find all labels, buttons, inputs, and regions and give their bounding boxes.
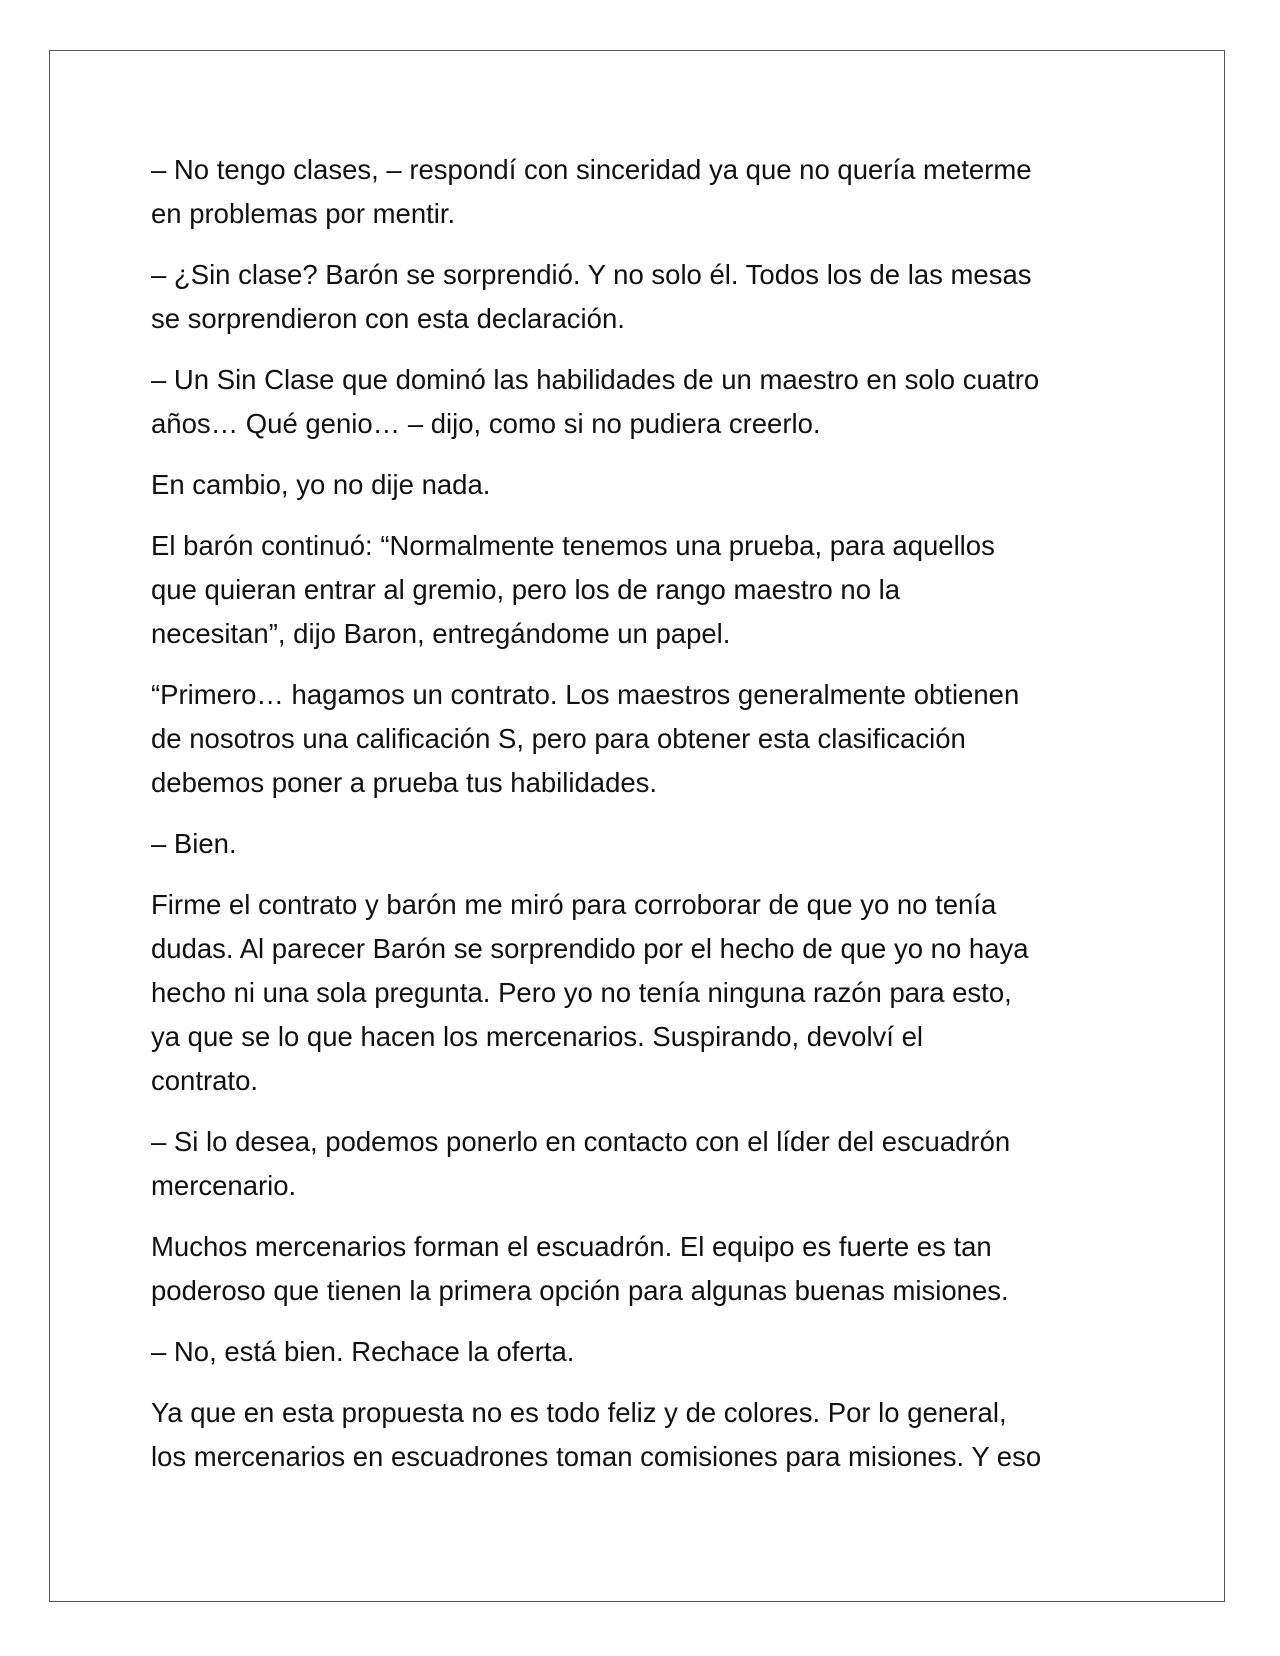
text-line: – Bien.	[151, 828, 237, 859]
paragraph	[151, 358, 1151, 446]
text-line: se sorprendieron con esta declaración.	[151, 303, 625, 334]
paragraph	[151, 463, 1151, 507]
text-line: “Primero… hagamos un contrato. Los maestros generalmente obtienen	[151, 679, 1020, 710]
paragraph	[151, 1330, 1151, 1374]
paragraph	[151, 148, 1151, 236]
text-line: necesitan”, dijo Baron, entregándome un papel.	[151, 618, 731, 649]
document-body	[151, 148, 1151, 1496]
text-line: años… Qué genio… – dijo, como si no pudiera creerlo.	[151, 408, 821, 439]
text-line: los mercenarios en escuadrones toman comisiones para misiones. Y eso	[151, 1441, 1042, 1472]
text-line: – No tengo clases, – respondí con sinceridad ya que no quería meterme	[151, 154, 1032, 185]
text-line: ya que se lo que hacen los mercenarios. Suspirando, devolví el	[151, 1021, 923, 1052]
text-line: hecho ni una sola pregunta. Pero yo no tenía ninguna razón para esto,	[151, 977, 1012, 1008]
paragraph	[151, 253, 1151, 341]
text-line: poderoso que tienen la primera opción para algunas buenas misiones.	[151, 1275, 1009, 1306]
text-line: contrato.	[151, 1065, 259, 1096]
paragraph	[151, 883, 1151, 1103]
text-line: mercenario.	[151, 1170, 297, 1201]
text-line: Muchos mercenarios forman el escuadrón. El equipo es fuerte es tan	[151, 1231, 992, 1262]
text-line: Ya que en esta propuesta no es todo feliz y de colores. Por lo general,	[151, 1397, 1007, 1428]
text-line: que quieran entrar al gremio, pero los de rango maestro no la	[151, 574, 901, 605]
text-line: de nosotros una calificación S, pero para obtener esta clasificación	[151, 723, 966, 754]
text-line: en problemas por mentir.	[151, 198, 456, 229]
text-line: – ¿Sin clase? Barón se sorprendió. Y no solo él. Todos los de las mesas	[151, 259, 1032, 290]
text-line: dudas. Al parecer Barón se sorprendido por el hecho de que yo no haya	[151, 933, 1029, 964]
paragraph	[151, 1391, 1151, 1479]
paragraph	[151, 1120, 1151, 1208]
text-line: debemos poner a prueba tus habilidades.	[151, 767, 658, 798]
text-line: – Un Sin Clase que dominó las habilidades de un maestro en solo cuatro	[151, 364, 1040, 395]
text-line: En cambio, yo no dije nada.	[151, 469, 491, 500]
paragraph	[151, 822, 1151, 866]
text-line: – No, está bien. Rechace la oferta.	[151, 1336, 575, 1367]
text-line: – Si lo desea, podemos ponerlo en contacto con el líder del escuadrón	[151, 1126, 1011, 1157]
paragraph	[151, 524, 1151, 656]
paragraph	[151, 1225, 1151, 1313]
paragraph	[151, 673, 1151, 805]
text-line: Firme el contrato y barón me miró para corroborar de que yo no tenía	[151, 889, 997, 920]
text-line: El barón continuó: “Normalmente tenemos una prueba, para aquellos	[151, 530, 995, 561]
